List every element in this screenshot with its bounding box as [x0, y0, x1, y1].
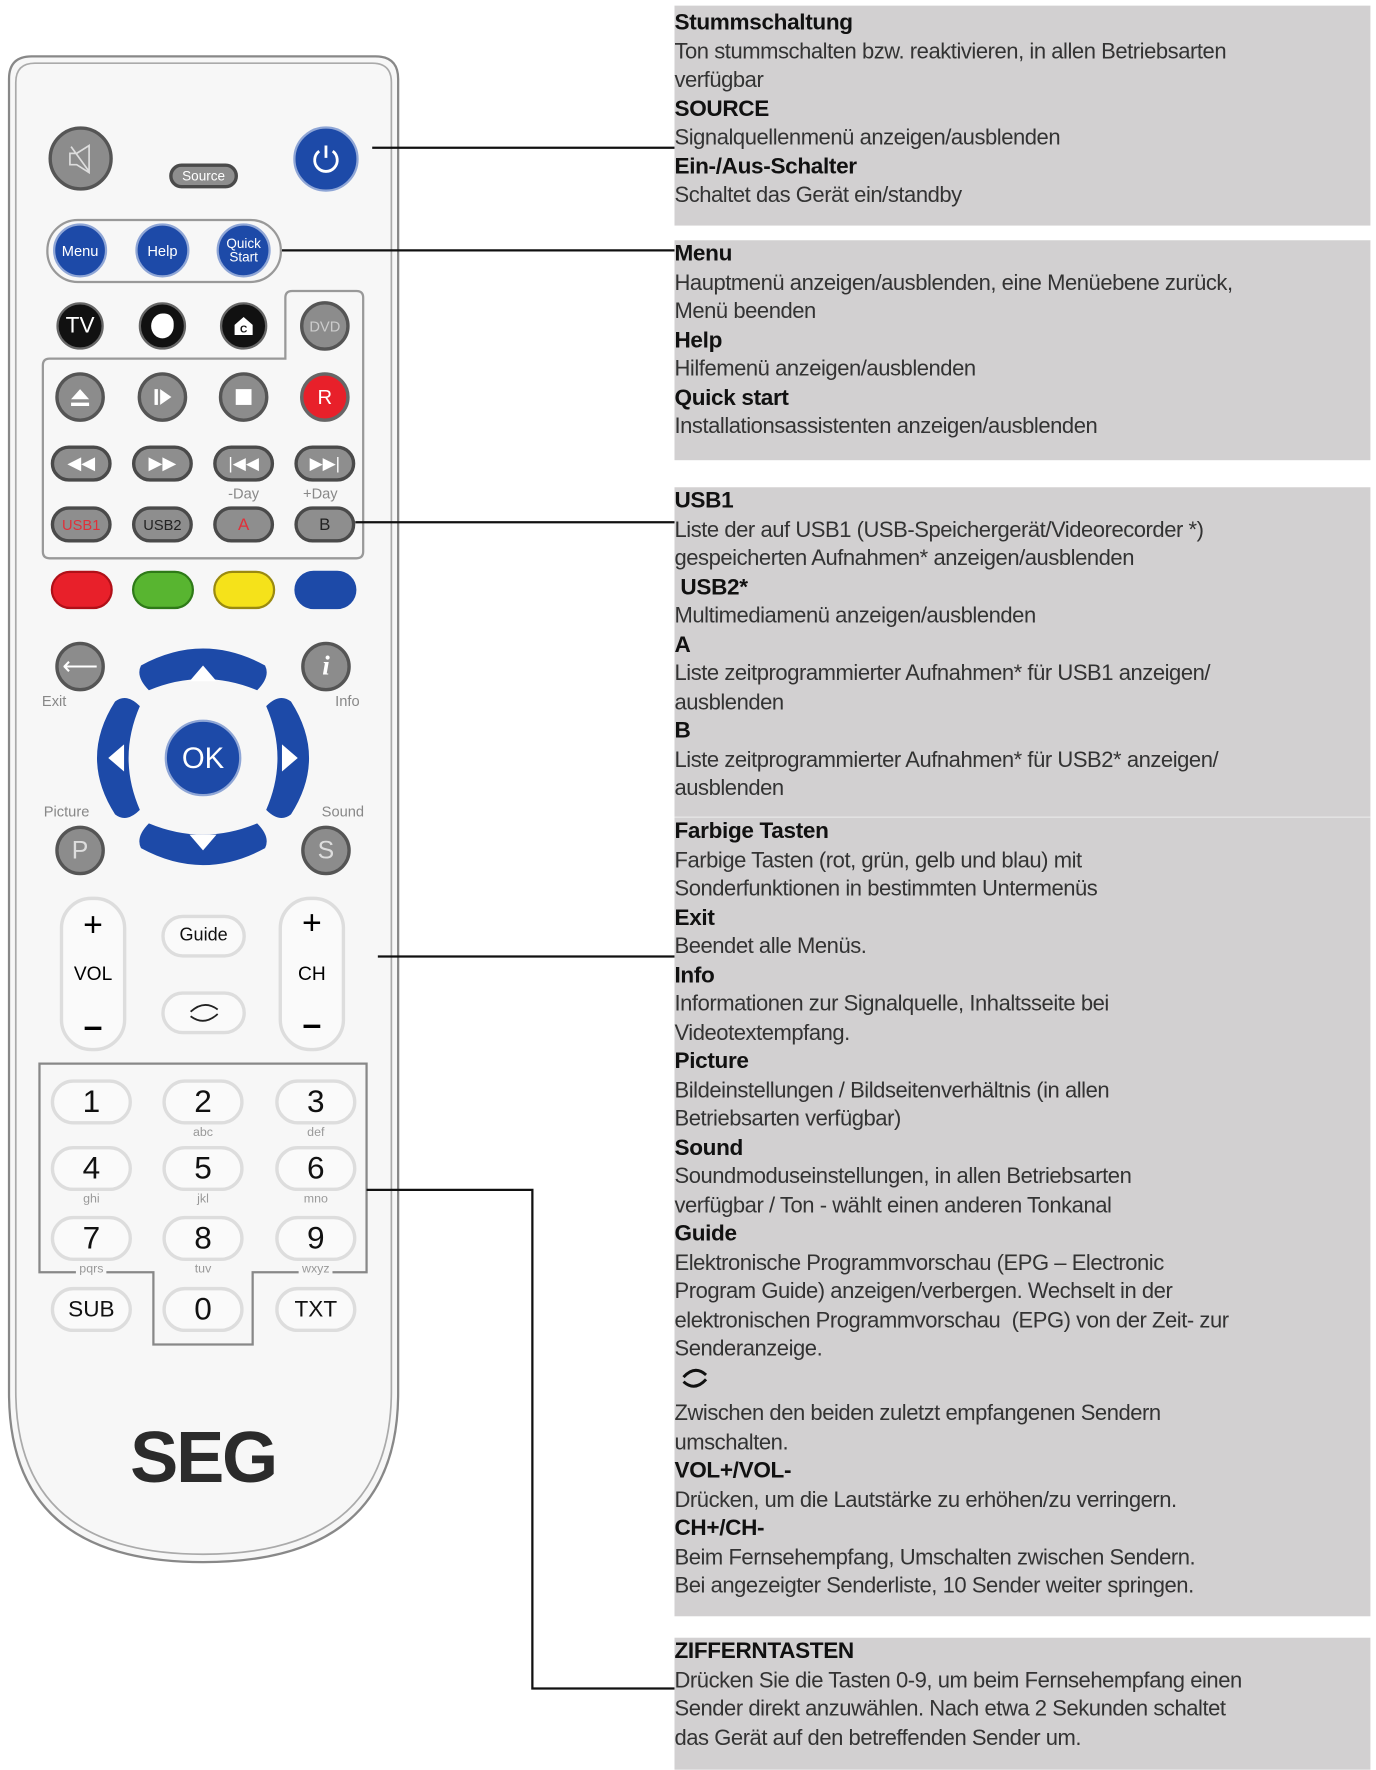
seg-logo: SEG	[130, 1416, 276, 1498]
yellow-button[interactable]	[213, 571, 275, 609]
stop-button[interactable]	[219, 372, 269, 422]
entry-description: Farbige Tasten (rot, grün, gelb und blau) mit Sonderfunktionen in bestimmten Untermenüs	[674, 847, 1098, 902]
eject-icon	[69, 386, 92, 409]
menu-button[interactable]: Menu	[53, 223, 107, 277]
number-key-1[interactable]: 1	[51, 1079, 132, 1124]
previous-button[interactable]	[213, 446, 274, 482]
entry-title: USB1	[674, 488, 734, 514]
number-key-4[interactable]: 4	[51, 1146, 132, 1191]
entry-title: Stummschaltung	[674, 10, 853, 35]
home-button[interactable]	[220, 302, 267, 349]
description-entry	[674, 1220, 1370, 1364]
description-entry	[674, 1364, 1370, 1457]
description-entry	[674, 1457, 1370, 1515]
mute-speaker-icon	[64, 142, 98, 176]
entry-description: Multimediamenü anzeigen/ausblenden	[674, 603, 1036, 629]
entry-title: Quick start	[674, 385, 789, 410]
description-entry	[674, 631, 1370, 717]
section-number-keys	[674, 1638, 1370, 1770]
entry-title: Farbige Tasten	[674, 818, 829, 844]
volume-down-button[interactable]: –	[83, 1008, 103, 1046]
key-letters-label: def	[304, 1126, 328, 1140]
guide-button[interactable]: Guide	[161, 915, 246, 958]
description-entry	[674, 95, 1370, 153]
usb2-button[interactable]: USB2	[132, 506, 193, 542]
b-button[interactable]: B	[294, 506, 355, 542]
key-letters-label: pqrs	[76, 1262, 107, 1276]
entry-title: ZIFFERNTASTEN	[674, 1638, 854, 1664]
entry-description: Liste zeitprogrammierter Aufnahmen* für USB1 anzeigen/ ausblenden	[674, 660, 1211, 715]
entry-title: A	[674, 632, 691, 658]
description-entry	[674, 818, 1370, 904]
record-button[interactable]: R	[300, 372, 350, 422]
channel-down-button[interactable]: –	[302, 1006, 322, 1044]
ch-label: CH	[298, 963, 326, 985]
power-button[interactable]	[293, 126, 358, 191]
mute-button[interactable]	[48, 126, 112, 190]
fast-forward-icon: ▶▶	[148, 454, 177, 474]
entry-description: Drücken Sie die Tasten 0-9, um beim Fernsehempfang einen Sender direkt anzuwählen. Nach etwa 2 Sekunden schaltet das Gerät auf den betreffenden Sender um.	[674, 1667, 1242, 1750]
red-button[interactable]	[51, 571, 113, 609]
description-entry	[674, 153, 1370, 211]
number-key-2[interactable]: 2	[162, 1079, 243, 1124]
back-arrow-icon: ⟵	[62, 651, 98, 681]
eject-button[interactable]	[55, 372, 105, 422]
entry-title: Help	[674, 327, 723, 353]
section-usb	[674, 487, 1370, 816]
swap-icon	[186, 1002, 222, 1025]
number-key-5[interactable]: 5	[162, 1146, 243, 1191]
entry-title: USB2*	[674, 574, 748, 600]
description-entry	[674, 9, 1370, 95]
key-letters-label: tuv	[191, 1262, 214, 1276]
sound-label: Sound	[321, 803, 365, 820]
txt-button[interactable]: TXT	[275, 1287, 356, 1332]
entry-description: Beendet alle Menüs.	[674, 933, 867, 959]
entry-title: Sound	[674, 1135, 743, 1161]
entry-title: Picture	[674, 1048, 749, 1074]
section-power-source	[674, 6, 1370, 226]
key-letters-label: mno	[300, 1192, 331, 1206]
volume-up-button[interactable]: +	[83, 906, 103, 945]
entry-title: SOURCE	[674, 96, 769, 122]
key-letters-label: wxyz	[299, 1262, 333, 1276]
info-label: Info	[335, 692, 360, 710]
entry-title: Info	[674, 962, 715, 988]
entry-description: Soundmoduseinstellungen, in allen Betriebsarten verfügbar / Ton - wählt einen anderen Tonkanal	[674, 1163, 1132, 1218]
plus-day-label: +Day	[302, 484, 338, 502]
description-entry	[674, 240, 1370, 326]
key-letters-label: jkl	[194, 1192, 212, 1206]
channel-rocker[interactable]	[279, 897, 346, 1052]
entry-description: Drücken, um die Lautstärke zu erhöhen/zu verringern.	[674, 1487, 1177, 1512]
description-entry	[674, 574, 1370, 632]
entry-description: Schaltet das Gerät ein/standby	[674, 182, 962, 208]
entry-title: Exit	[674, 905, 715, 930]
description-entry	[674, 327, 1370, 385]
power-icon	[309, 142, 343, 176]
entry-description: Liste der auf USB1 (USB-Speichergerät/Videorecorder *) gespeicherten Aufnahmen* anzeigen/ausblenden	[674, 517, 1204, 571]
entry-description: Hauptmenü anzeigen/ausblenden, eine Menüebene zurück, Menü beenden	[674, 270, 1233, 324]
entry-description: Ton stummschalten bzw. reaktivieren, in allen Betriebsarten verfügbar	[674, 38, 1227, 93]
entry-title: Ein-/Aus-Schalter	[674, 153, 857, 179]
entry-description: Liste zeitprogrammierter Aufnahmen* für USB2* anzeigen/ ausblenden	[674, 747, 1219, 801]
sub-button[interactable]: SUB	[51, 1287, 132, 1332]
entry-description: Beim Fernsehempfang, Umschalten zwischen Sendern. Bei angezeigter Senderliste, 10 Sender weiter springen.	[674, 1544, 1196, 1599]
entry-description: Installationsassistenten anzeigen/ausblenden	[674, 413, 1098, 439]
home-icon	[231, 314, 256, 339]
description-entry	[674, 717, 1370, 803]
number-key-9[interactable]: 9	[275, 1216, 356, 1261]
entry-title: Menu	[674, 241, 733, 267]
number-key-7[interactable]: 7	[51, 1216, 132, 1261]
minus-day-label: -Day	[228, 484, 260, 502]
vol-label: VOL	[73, 963, 113, 985]
swap-icon	[674, 1364, 1370, 1400]
play-pause-button[interactable]	[138, 372, 188, 422]
section-navigation	[674, 817, 1370, 1617]
quick-start-button[interactable]: Quick Start	[217, 223, 271, 277]
number-key-8[interactable]: 8	[162, 1216, 243, 1261]
tv-button[interactable]: TV	[56, 302, 103, 349]
description-entry	[674, 962, 1370, 1048]
number-key-0[interactable]: 0	[162, 1287, 243, 1332]
entry-description: Zwischen den beiden zuletzt empfangenen Sendern umschalten.	[674, 1400, 1161, 1455]
picture-label: Picture	[43, 803, 90, 820]
picture-button[interactable]: P	[55, 826, 105, 876]
usb1-button[interactable]: USB1	[51, 506, 112, 542]
key-letters-label: abc	[190, 1126, 217, 1140]
entry-title: CH+/CH-	[674, 1515, 765, 1541]
description-entry	[674, 487, 1370, 573]
entry-description: Bildeinstellungen / Bildseitenverhältnis (in allen Betriebsarten verfügbar)	[674, 1077, 1110, 1132]
skip-forward-icon: ▶▶|	[309, 454, 341, 474]
fast-forward-button[interactable]	[132, 446, 193, 482]
entry-title: Guide	[674, 1221, 737, 1247]
channel-up-button[interactable]: +	[301, 904, 322, 942]
key-letters-label: ghi	[80, 1192, 103, 1206]
rewind-button[interactable]	[51, 446, 112, 482]
description-entry	[674, 384, 1370, 442]
sound-button[interactable]: S	[301, 826, 351, 876]
number-key-6[interactable]: 6	[275, 1146, 356, 1191]
play-icon	[151, 386, 174, 409]
info-icon: i	[322, 651, 330, 681]
svg-text:C: C	[239, 324, 248, 336]
stop-icon	[236, 389, 252, 405]
exit-label: Exit	[41, 692, 67, 710]
source-button[interactable]: Source	[169, 164, 238, 189]
description-entry	[674, 1048, 1370, 1134]
description-entry	[674, 904, 1370, 962]
description-entry	[674, 1515, 1370, 1601]
entry-description: Hilfemenü anzeigen/ausblenden	[674, 356, 976, 382]
rewind-icon: ◀◀	[67, 454, 96, 474]
leader-line-numbers	[367, 1190, 675, 1689]
description-entry	[674, 1638, 1370, 1753]
skip-back-icon: |◀◀	[228, 454, 259, 474]
entry-title: B	[674, 718, 691, 744]
satellite-dish-icon	[151, 314, 174, 339]
green-button[interactable]	[132, 571, 194, 609]
entry-description: Signalquellenmenü anzeigen/ausblenden	[674, 125, 1061, 151]
ok-button[interactable]: OK	[165, 720, 242, 797]
volume-rocker[interactable]	[60, 897, 127, 1052]
swap-channel-button[interactable]	[161, 991, 246, 1034]
blue-button[interactable]	[294, 571, 356, 609]
section-menu-help	[674, 240, 1370, 460]
dvd-button[interactable]: DVD	[300, 301, 350, 351]
description-entry	[674, 1134, 1370, 1220]
a-button[interactable]: A	[213, 506, 274, 542]
help-button[interactable]: Help	[135, 223, 189, 277]
number-key-3[interactable]: 3	[275, 1079, 356, 1124]
entry-description: Elektronische Programmvorschau (EPG – Electronic Program Guide) anzeigen/verbergen. Wechselt in der elektronischen Programmvorschau (EPG) von der Zeit- zur Senderanzeige.	[674, 1250, 1229, 1362]
entry-description: Informationen zur Signalquelle, Inhaltsseite bei Videotextempfang.	[674, 991, 1109, 1045]
entry-title: VOL+/VOL-	[674, 1458, 792, 1484]
next-button[interactable]	[294, 446, 355, 482]
satellite-button[interactable]	[139, 302, 186, 349]
